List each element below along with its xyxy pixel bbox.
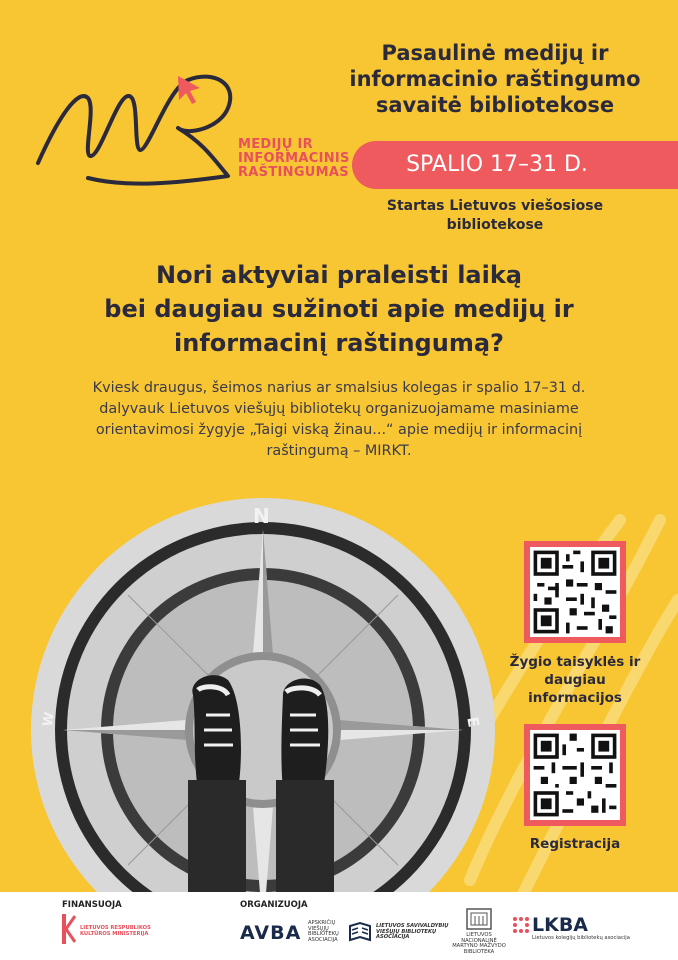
lkba-text: Lietuvos kolegijų bibliotekų asociacija <box>532 935 630 941</box>
left-shoe <box>192 675 241 790</box>
right-shoe <box>281 678 328 790</box>
qr-info-label: Žygio taisyklės ir daugiau informacijos <box>509 654 641 706</box>
funder-text: LIETUVOS RESPUBLIKOS KULTŪROS MINISTERIJA <box>80 925 151 937</box>
footer <box>0 892 678 960</box>
svba-book-icon <box>348 920 372 944</box>
compass-east: E <box>463 715 483 729</box>
qr-icon <box>530 547 620 637</box>
lnb-text: LIETUVOS NACIONALINĖ MARTYNO MAŽVYDO BIBLIOTEKA <box>452 932 506 955</box>
logo-text: MEDIJŲ IR INFORMACINIS RAŠTINGUMAS <box>238 137 350 180</box>
compass-north: N <box>253 504 270 528</box>
qr-icon <box>530 730 620 820</box>
compass-west: W <box>40 711 58 728</box>
qr-code-info[interactable] <box>524 541 626 643</box>
mirkt-logo <box>28 58 358 208</box>
compass-photo <box>28 490 498 900</box>
body-text: Kviesk draugus, šeimos narius ar smalsius kolegas ir spalio 17–31 d. dalyvauk Lietuvos viešųjų bibliotekų organizuojamame masiniame orientavimosi žygyje „Taigi viską žinau...“ apie medijų ir informacinį raštingumą – MIRKT. <box>92 380 586 459</box>
svba-text: LIETUVOS SAVIVALDYBIŲ VIEŠŲJŲ BIBLIOTEKŲ ASOCIACIJA <box>376 923 449 941</box>
lkba-dots-icon <box>512 916 530 934</box>
headline: Nori aktyviai praleisti laiką bei daugiau sužinoti apie medijų ir informacinį raštingumą? <box>104 261 574 357</box>
lnb-building-icon <box>466 908 492 930</box>
lkba-logo: LKBA <box>532 914 589 936</box>
organizers-label: ORGANIZUOJA <box>240 900 308 910</box>
start-info: Startas Lietuvos viešosiose bibliotekose <box>386 198 604 233</box>
dates-text: SPALIO 17–31 D. <box>406 152 588 177</box>
dates-banner <box>352 141 678 189</box>
qr-registration-label: Registracija <box>529 836 621 852</box>
funded-label: FINANSUOJA <box>62 900 122 910</box>
event-title: Pasaulinė medijų ir informacinio raštingumo savaitė bibliotekose <box>349 41 641 117</box>
culture-ministry-logo-icon <box>62 914 76 944</box>
avba-logo: AVBA <box>240 922 302 944</box>
qr-code-registration[interactable] <box>524 724 626 826</box>
avba-text: APSKRIČIŲ VIEŠŲJŲ BIBLIOTEKŲ ASOCIACIJA <box>308 920 339 943</box>
